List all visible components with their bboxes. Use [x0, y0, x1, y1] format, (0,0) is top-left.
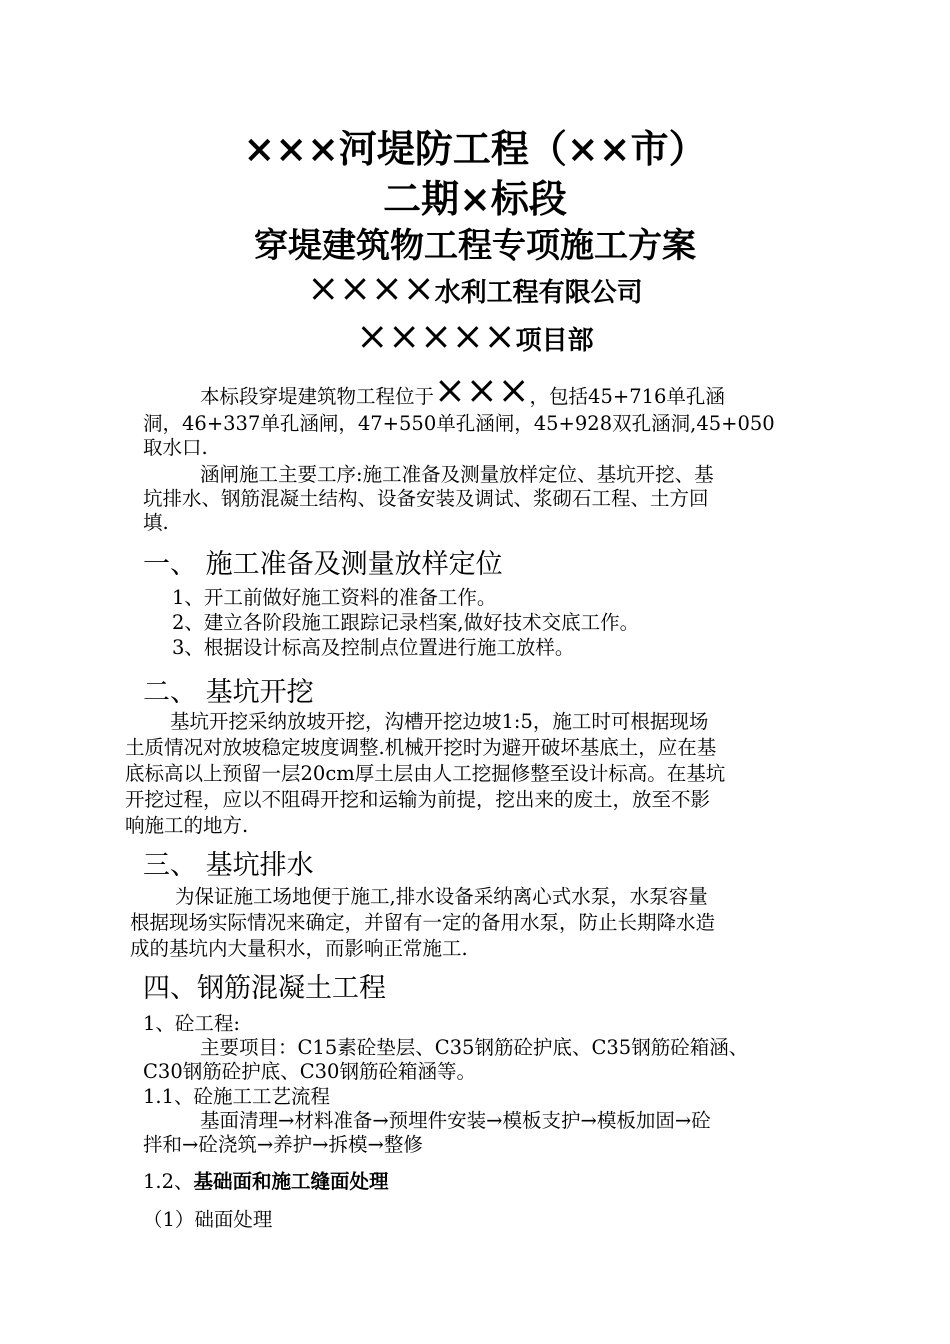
intro-p1-line3: 取水口.: [143, 436, 208, 459]
title-line-3: 穿堤建筑物工程专项施工方案: [254, 226, 696, 266]
intro-p1-line1: [200, 368, 725, 415]
section4-sub11-line2: 拌和→砼浇筑→养护→拆模→整修: [143, 1133, 423, 1156]
section3-line-2: 根据现场实际情况来确定，并留有一定的备用水泵，防止长期降水造: [130, 911, 716, 934]
project-dept: [0, 314, 950, 358]
section4-heading: 四、钢筋混凝土工程: [143, 973, 386, 1004]
company-suffix: 水利工程有限公司: [434, 278, 643, 308]
section4-sub1: 1、砼工程:: [143, 1012, 240, 1035]
title-line-2: 二期×标段: [383, 176, 567, 221]
intro-p2-line2: 坑排水、钢筋混凝土结构、设备安装及调试、浆砌石工程、土方回: [143, 487, 709, 510]
section1-item-1: 1、开工前做好施工资料的准备工作。: [172, 586, 497, 609]
section2-line-3: 底标高以上预留一层20cm厚土层由人工挖掘修整至设计标高。在基坑: [125, 762, 726, 785]
dept-marks: ×××××: [356, 314, 516, 358]
section3-line-3: 成的基坑内大量积水，而影响正常施工.: [130, 937, 468, 960]
section1-item-2: 2、建立各阶段施工跟踪记录档案,做好技术交底工作。: [172, 611, 640, 634]
section2-line-4: 开挖过程，应以不阻碍开挖和运输为前提，挖出来的废土，放至不影: [125, 788, 711, 811]
section4-sub1-line1: 主要项目：C15素砼垫层、C35钢筋砼护底、C35钢筋砼箱涵、: [200, 1036, 749, 1059]
section4-sub12: [143, 1170, 389, 1195]
section1-heading: 一、 施工准备及测量放样定位: [143, 549, 503, 580]
section4-sub11: 1.1、砼施工工艺流程: [143, 1085, 331, 1108]
section2-line-5: 响施工的地方.: [125, 814, 249, 837]
intro-p1-line2: 洞，46+337单孔涵闸，47+550单孔涵闸，45+928双孔涵洞,45+050: [143, 412, 775, 435]
intro-p1-post: ，包括45+716单孔涵: [529, 385, 725, 408]
title-line-1: ×××河堤防工程（××市）: [243, 126, 707, 171]
section2-line-2: 土质情况对放坡稳定坡度调整.机械开挖时为避开破坏基底土，应在基: [125, 736, 717, 759]
section3-line-1: 为保证施工场地便于施工,排水设备采纳离心式水泵，水泵容量: [175, 885, 708, 908]
dept-suffix: 项目部: [515, 326, 594, 356]
section1-item-3: 3、根据设计标高及控制点位置进行施工放样。: [172, 636, 575, 659]
intro-p1-pre: 本标段穿堤建筑物工程位于: [200, 385, 435, 408]
company-marks: ××××: [307, 266, 435, 310]
section2-line-1: 基坑开挖采纳放坡开挖，沟槽开挖边坡1:5，施工时可根据现场: [170, 710, 709, 733]
intro-p2-line1: 涵闸施工主要工序:施工准备及测量放样定位、基坑开挖、基: [200, 463, 714, 486]
section4-sub12-text: 基础面和施工缝面处理: [193, 1170, 389, 1193]
intro-p1-marks: ×××: [434, 368, 530, 412]
section4-sub11-line1: 基面清理→材料准备→预埋件安装→模板支护→模板加固→砼: [200, 1109, 711, 1132]
section4-sub1-line2: C30钢筋砼护底、C30钢筋砼箱涵等。: [143, 1060, 476, 1083]
intro-p2-line3: 填.: [143, 511, 169, 534]
company-name: [0, 266, 950, 310]
section4-sub12-item: （1）础面处理: [143, 1208, 273, 1231]
section4-sub12-number: 1.2、: [143, 1170, 194, 1193]
section2-heading: 二、 基坑开挖: [143, 677, 314, 708]
section3-heading: 三、 基坑排水: [143, 850, 314, 881]
